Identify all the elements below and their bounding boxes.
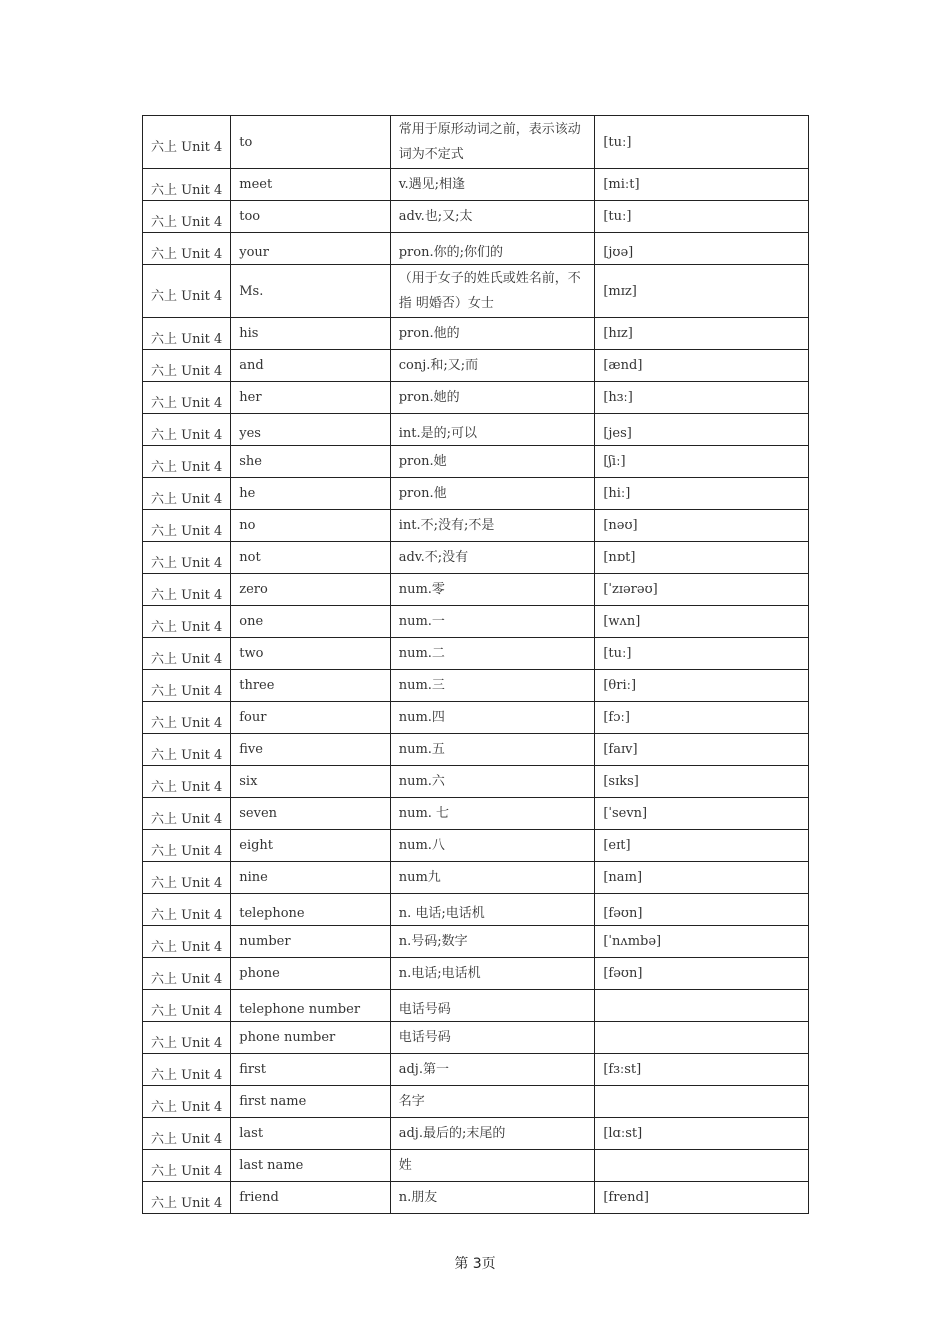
table-row	[143, 1182, 809, 1214]
phonetic-cell	[595, 1022, 809, 1054]
unit-cell-text: 六上 Unit 4	[151, 1035, 223, 1051]
meaning-cell	[390, 1022, 595, 1054]
word-cell-text: zero	[239, 582, 268, 597]
word-cell	[231, 1150, 390, 1182]
table-row	[143, 606, 809, 638]
unit-cell-text: 六上 Unit 4	[151, 939, 223, 955]
table-row	[143, 169, 809, 201]
meaning-cell	[390, 233, 595, 265]
phonetic-cell-text: [jʊə]	[603, 245, 634, 260]
meaning-cell-text: 电话号码	[398, 1030, 451, 1045]
unit-cell	[143, 233, 231, 265]
word-cell-text: phone	[239, 966, 280, 981]
table-row	[143, 734, 809, 766]
word-cell	[231, 542, 390, 574]
phonetic-cell-text: [fɔː]	[603, 710, 630, 725]
unit-cell-text: 六上 Unit 4	[151, 715, 223, 731]
unit-cell-text: 六上 Unit 4	[151, 1131, 223, 1147]
unit-cell-text: 六上 Unit 4	[151, 214, 223, 230]
word-cell	[231, 414, 390, 446]
word-cell	[231, 1086, 390, 1118]
word-cell	[231, 574, 390, 606]
unit-cell-text: 六上 Unit 4	[151, 140, 223, 155]
unit-cell-text: 六上 Unit 4	[151, 619, 223, 635]
meaning-cell	[390, 766, 595, 798]
word-cell	[231, 318, 390, 350]
phonetic-cell-text: [hɜː]	[603, 390, 633, 405]
word-cell	[231, 510, 390, 542]
meaning-cell	[390, 478, 595, 510]
word-cell	[231, 1022, 390, 1054]
phonetic-cell	[595, 734, 809, 766]
meaning-cell-text: num.三	[398, 678, 445, 693]
meaning-cell	[390, 510, 595, 542]
word-cell-text: your	[239, 245, 270, 260]
phonetic-cell-text: [ˈnʌmbə]	[603, 934, 662, 949]
word-cell-text: telephone number	[239, 1002, 361, 1017]
table-row	[143, 116, 809, 169]
word-cell	[231, 830, 390, 862]
unit-cell	[143, 766, 231, 798]
meaning-cell	[390, 318, 595, 350]
word-cell	[231, 926, 390, 958]
meaning-cell-text: v.遇见;相逢	[398, 177, 466, 192]
table-row	[143, 702, 809, 734]
word-cell	[231, 862, 390, 894]
meaning-cell-text: int.不;没有;不是	[398, 518, 495, 533]
word-cell-text: four	[239, 710, 267, 725]
word-cell-text: too	[239, 209, 261, 224]
phonetic-cell-text: [wʌn]	[603, 614, 641, 629]
word-cell-text: last name	[239, 1158, 304, 1173]
unit-cell-text: 六上 Unit 4	[151, 289, 223, 304]
meaning-cell	[390, 1054, 595, 1086]
phonetic-cell	[595, 670, 809, 702]
phonetic-cell-text: [miːt]	[603, 177, 640, 192]
phonetic-cell	[595, 798, 809, 830]
unit-cell-text: 六上 Unit 4	[151, 246, 223, 262]
unit-cell	[143, 1118, 231, 1150]
unit-cell	[143, 670, 231, 702]
meaning-cell	[390, 574, 595, 606]
unit-cell	[143, 574, 231, 606]
phonetic-cell	[595, 606, 809, 638]
phonetic-cell-text: [lɑːst]	[603, 1126, 643, 1141]
word-cell	[231, 606, 390, 638]
phonetic-cell-text: [ʃiː]	[603, 454, 626, 469]
word-cell-text: number	[239, 934, 291, 949]
meaning-cell	[390, 414, 595, 446]
word-cell-text: yes	[239, 426, 261, 441]
unit-cell	[143, 510, 231, 542]
unit-cell	[143, 798, 231, 830]
unit-cell	[143, 350, 231, 382]
phonetic-cell	[595, 894, 809, 926]
word-cell-text: not	[239, 550, 261, 565]
phonetic-cell-text: [fəʊn]	[603, 906, 643, 921]
meaning-cell	[390, 446, 595, 478]
word-cell	[231, 233, 390, 265]
word-cell	[231, 638, 390, 670]
meaning-cell	[390, 958, 595, 990]
phonetic-cell	[595, 702, 809, 734]
phonetic-cell	[595, 1086, 809, 1118]
unit-cell-text: 六上 Unit 4	[151, 1163, 223, 1179]
meaning-cell	[390, 894, 595, 926]
phonetic-cell	[595, 510, 809, 542]
table-row	[143, 265, 809, 318]
unit-cell	[143, 1182, 231, 1214]
meaning-cell-text: 常用于原形动词之前，表示该动 词为不定式	[398, 122, 581, 162]
phonetic-cell	[595, 414, 809, 446]
phonetic-cell-text: [nɒt]	[603, 550, 636, 565]
meaning-cell-text: pron.他的	[398, 326, 460, 341]
table-row	[143, 414, 809, 446]
word-cell-text: six	[239, 774, 258, 789]
word-cell-text: seven	[239, 806, 278, 821]
meaning-cell-text: 电话号码	[398, 1002, 451, 1017]
table-row	[143, 446, 809, 478]
meaning-cell-text: n.电话;电话机	[398, 966, 481, 981]
table-row	[143, 670, 809, 702]
table-row	[143, 894, 809, 926]
word-cell	[231, 478, 390, 510]
meaning-cell	[390, 169, 595, 201]
word-cell	[231, 116, 390, 169]
table-row	[143, 990, 809, 1022]
word-cell-text: friend	[239, 1190, 279, 1205]
unit-cell-text: 六上 Unit 4	[151, 907, 223, 923]
meaning-cell	[390, 990, 595, 1022]
phonetic-cell	[595, 233, 809, 265]
word-cell-text: eight	[239, 838, 274, 853]
meaning-cell-text: num.一	[398, 614, 445, 629]
word-cell-text: first	[239, 1062, 267, 1077]
word-cell	[231, 670, 390, 702]
unit-cell-text: 六上 Unit 4	[151, 587, 223, 603]
meaning-cell	[390, 201, 595, 233]
unit-cell	[143, 830, 231, 862]
phonetic-cell	[595, 958, 809, 990]
phonetic-cell-text: [mɪz]	[603, 283, 637, 299]
table-row	[143, 798, 809, 830]
word-cell-text: three	[239, 678, 275, 693]
unit-cell	[143, 926, 231, 958]
word-cell	[231, 1182, 390, 1214]
meaning-cell	[390, 1118, 595, 1150]
table-row	[143, 1150, 809, 1182]
unit-cell-text: 六上 Unit 4	[151, 1003, 223, 1019]
unit-cell-text: 六上 Unit 4	[151, 843, 223, 859]
word-cell	[231, 1054, 390, 1086]
table-row	[143, 958, 809, 990]
phonetic-cell	[595, 1054, 809, 1086]
meaning-cell-text: pron.你的;你们的	[398, 245, 503, 260]
unit-cell	[143, 414, 231, 446]
word-cell	[231, 265, 390, 318]
meaning-cell	[390, 638, 595, 670]
meaning-cell-text: n. 电话;电话机	[398, 906, 485, 921]
word-cell-text: two	[239, 646, 264, 661]
phonetic-cell-text: [ænd]	[603, 358, 643, 373]
phonetic-cell	[595, 862, 809, 894]
meaning-cell	[390, 542, 595, 574]
phonetic-cell-text: [faɪv]	[603, 742, 638, 757]
unit-cell-text: 六上 Unit 4	[151, 779, 223, 795]
meaning-cell-text: pron.她	[398, 454, 447, 469]
phonetic-cell	[595, 1118, 809, 1150]
meaning-cell	[390, 830, 595, 862]
phonetic-cell	[595, 350, 809, 382]
word-cell-text: five	[239, 742, 263, 757]
unit-cell-text: 六上 Unit 4	[151, 459, 223, 475]
meaning-cell	[390, 606, 595, 638]
unit-cell	[143, 862, 231, 894]
unit-cell-text: 六上 Unit 4	[151, 971, 223, 987]
table-row	[143, 510, 809, 542]
unit-cell-text: 六上 Unit 4	[151, 331, 223, 347]
word-cell-text: telephone	[239, 906, 305, 921]
unit-cell-text: 六上 Unit 4	[151, 811, 223, 827]
phonetic-cell	[595, 382, 809, 414]
phonetic-cell	[595, 830, 809, 862]
table-row	[143, 1086, 809, 1118]
unit-cell-text: 六上 Unit 4	[151, 683, 223, 699]
unit-cell	[143, 446, 231, 478]
unit-cell	[143, 1022, 231, 1054]
unit-cell	[143, 1086, 231, 1118]
meaning-cell-text: pron.他	[398, 486, 447, 501]
word-cell	[231, 201, 390, 233]
unit-cell-text: 六上 Unit 4	[151, 1195, 223, 1211]
meaning-cell-text: num.零	[398, 582, 445, 597]
phonetic-cell-text: [nəʊ]	[603, 518, 638, 533]
unit-cell	[143, 958, 231, 990]
meaning-cell	[390, 862, 595, 894]
page-number: 第 3页	[454, 1256, 496, 1272]
word-cell-text: phone number	[239, 1030, 336, 1045]
phonetic-cell	[595, 542, 809, 574]
meaning-cell-text: adv.也;又;太	[398, 209, 473, 224]
word-cell	[231, 734, 390, 766]
phonetic-cell-text: [tuː]	[603, 134, 632, 150]
word-cell	[231, 894, 390, 926]
phonetic-cell-text: [eɪt]	[603, 838, 631, 853]
phonetic-cell	[595, 638, 809, 670]
table-row	[143, 1054, 809, 1086]
unit-cell-text: 六上 Unit 4	[151, 747, 223, 763]
word-cell-text: to	[239, 134, 253, 150]
meaning-cell	[390, 670, 595, 702]
phonetic-cell	[595, 169, 809, 201]
unit-cell	[143, 265, 231, 318]
word-cell	[231, 990, 390, 1022]
phonetic-cell-text: [tuː]	[603, 646, 632, 661]
meaning-cell-text: int.是的;可以	[398, 426, 477, 441]
word-cell-text: his	[239, 326, 259, 341]
unit-cell	[143, 318, 231, 350]
phonetic-cell	[595, 574, 809, 606]
phonetic-cell-text: [jes]	[603, 426, 632, 441]
meaning-cell-text: pron.她的	[398, 390, 460, 405]
word-cell	[231, 798, 390, 830]
unit-cell	[143, 702, 231, 734]
phonetic-cell	[595, 1182, 809, 1214]
unit-cell-text: 六上 Unit 4	[151, 363, 223, 379]
table-row	[143, 350, 809, 382]
table-row	[143, 830, 809, 862]
meaning-cell	[390, 1182, 595, 1214]
meaning-cell-text: num.八	[398, 838, 445, 853]
phonetic-cell-text: [sɪks]	[603, 774, 639, 789]
phonetic-cell	[595, 478, 809, 510]
word-cell	[231, 169, 390, 201]
meaning-cell-text: num. 七	[398, 806, 450, 821]
word-cell	[231, 702, 390, 734]
phonetic-cell	[595, 201, 809, 233]
phonetic-cell	[595, 265, 809, 318]
phonetic-cell	[595, 1150, 809, 1182]
word-cell	[231, 766, 390, 798]
meaning-cell-text: num.二	[398, 646, 445, 661]
word-cell	[231, 958, 390, 990]
table-row	[143, 382, 809, 414]
unit-cell	[143, 201, 231, 233]
phonetic-cell	[595, 318, 809, 350]
vocabulary-table	[142, 115, 809, 1214]
meaning-cell-text: 姓	[398, 1158, 412, 1173]
table-row	[143, 1118, 809, 1150]
meaning-cell	[390, 926, 595, 958]
unit-cell-text: 六上 Unit 4	[151, 651, 223, 667]
unit-cell-text: 六上 Unit 4	[151, 555, 223, 571]
phonetic-cell-text: [ˈsevn]	[603, 806, 648, 821]
word-cell	[231, 382, 390, 414]
meaning-cell-text: adj.第一	[398, 1062, 449, 1077]
unit-cell-text: 六上 Unit 4	[151, 491, 223, 507]
meaning-cell-text: （用于女子的姓氏或姓名前，不指 明婚否）女士	[398, 271, 581, 311]
unit-cell	[143, 169, 231, 201]
vocabulary-table-body	[143, 116, 809, 1214]
meaning-cell	[390, 734, 595, 766]
phonetic-cell-text: [ˈzɪərəʊ]	[603, 582, 658, 597]
unit-cell	[143, 638, 231, 670]
table-row	[143, 926, 809, 958]
meaning-cell	[390, 1150, 595, 1182]
word-cell-text: and	[239, 358, 264, 373]
meaning-cell	[390, 116, 595, 169]
phonetic-cell-text: [tuː]	[603, 209, 632, 224]
table-row	[143, 766, 809, 798]
unit-cell-text: 六上 Unit 4	[151, 395, 223, 411]
phonetic-cell-text: [θriː]	[603, 678, 637, 693]
word-cell	[231, 446, 390, 478]
meaning-cell-text: 名字	[398, 1094, 425, 1109]
phonetic-cell-text: [fɜːst]	[603, 1062, 642, 1077]
meaning-cell	[390, 382, 595, 414]
phonetic-cell-text: [fəʊn]	[603, 966, 643, 981]
word-cell-text: last	[239, 1126, 264, 1141]
unit-cell-text: 六上 Unit 4	[151, 182, 223, 198]
word-cell-text: he	[239, 486, 256, 501]
unit-cell	[143, 734, 231, 766]
meaning-cell-text: num.四	[398, 710, 445, 725]
phonetic-cell-text: [frend]	[603, 1190, 649, 1205]
phonetic-cell-text: [hɪz]	[603, 326, 633, 341]
table-row	[143, 478, 809, 510]
meaning-cell-text: num.六	[398, 774, 445, 789]
meaning-cell	[390, 350, 595, 382]
meaning-cell-text: adv.不;没有	[398, 550, 469, 565]
meaning-cell-text: adj.最后的;末尾的	[398, 1126, 506, 1141]
unit-cell	[143, 894, 231, 926]
table-row	[143, 233, 809, 265]
meaning-cell	[390, 798, 595, 830]
unit-cell-text: 六上 Unit 4	[151, 875, 223, 891]
word-cell-text: she	[239, 454, 262, 469]
table-row	[143, 574, 809, 606]
unit-cell	[143, 116, 231, 169]
meaning-cell	[390, 265, 595, 318]
phonetic-cell-text: [naɪn]	[603, 870, 643, 885]
meaning-cell-text: num.五	[398, 742, 445, 757]
unit-cell	[143, 382, 231, 414]
meaning-cell	[390, 1086, 595, 1118]
word-cell-text: nine	[239, 870, 268, 885]
unit-cell-text: 六上 Unit 4	[151, 1099, 223, 1115]
meaning-cell-text: num九	[398, 870, 441, 885]
meaning-cell-text: n.号码;数字	[398, 934, 468, 949]
unit-cell	[143, 1150, 231, 1182]
unit-cell	[143, 990, 231, 1022]
unit-cell-text: 六上 Unit 4	[151, 427, 223, 443]
word-cell-text: meet	[239, 177, 273, 192]
phonetic-cell	[595, 926, 809, 958]
meaning-cell	[390, 702, 595, 734]
word-cell-text: Ms.	[239, 283, 264, 299]
table-row	[143, 1022, 809, 1054]
unit-cell-text: 六上 Unit 4	[151, 1067, 223, 1083]
phonetic-cell	[595, 116, 809, 169]
word-cell-text: no	[239, 518, 256, 533]
word-cell-text: her	[239, 390, 262, 405]
table-row	[143, 201, 809, 233]
phonetic-cell-text: [hiː]	[603, 486, 631, 501]
table-row	[143, 542, 809, 574]
unit-cell	[143, 1054, 231, 1086]
meaning-cell-text: n.朋友	[398, 1190, 438, 1205]
word-cell	[231, 350, 390, 382]
word-cell-text: first name	[239, 1094, 307, 1109]
unit-cell	[143, 542, 231, 574]
unit-cell	[143, 478, 231, 510]
meaning-cell-text: conj.和;又;而	[398, 358, 479, 373]
unit-cell-text: 六上 Unit 4	[151, 523, 223, 539]
word-cell-text: one	[239, 614, 264, 629]
phonetic-cell	[595, 766, 809, 798]
table-row	[143, 318, 809, 350]
table-row	[143, 862, 809, 894]
table-row	[143, 638, 809, 670]
phonetic-cell	[595, 990, 809, 1022]
word-cell	[231, 1118, 390, 1150]
unit-cell	[143, 606, 231, 638]
phonetic-cell	[595, 446, 809, 478]
